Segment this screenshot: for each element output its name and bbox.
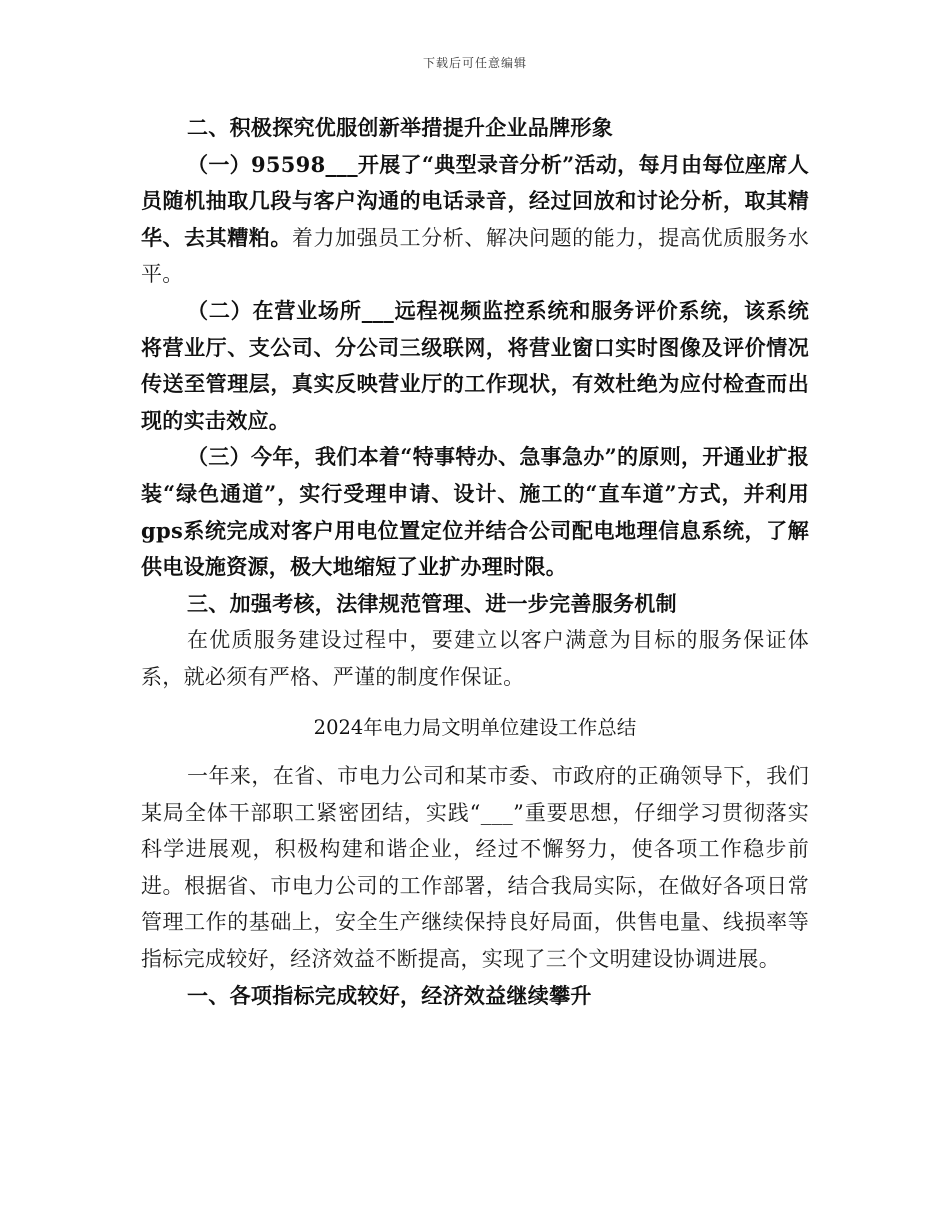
header-note: 下载后可任意编辑	[422, 56, 527, 70]
section-2-item-1	[141, 147, 809, 293]
section-2-item-3: （三）今年，我们本着“特事特办、急事急办”的原则，开通业扩报装“绿色通道”，实行受理申请、设计、施工的“直车道”方式，并利用gps系统完成对客户用电位置定位并结合公司配电地理信息系统，了解供电设施资源，极大地缩短了业扩办理时限。	[141, 444, 809, 580]
section-3-body: 在优质服务建设过程中，要建立以客户满意为目标的服务保证体系，就必须有严格、严谨的制度作保证。	[141, 628, 809, 689]
section-2-heading: 二、积极探究优服创新举措提升企业品牌形象	[187, 115, 613, 140]
section-2-item-1-normal: 着力加强员工分析、解决问题的能力，提高优质服务水平。	[141, 225, 809, 287]
section-2-item-1-bold: （一）95598___开展了“典型录音分析”活动，每月由每位座席人员随机抽取几段与客户沟通的电话录音，经过回放和讨论分析，取其精华、去其糟粕。	[141, 151, 809, 250]
section-2-item-2: （二）在营业场所___远程视频监控系统和服务评价系统，该系统将营业厅、支公司、分公司三级联网，将营业窗口实时图像及评价情况传送至管理层，真实反映营业厅的工作现状，有效杜绝为应付检查而出现的实击效应。	[141, 297, 809, 433]
document-2-intro: 一年来，在省、市电力公司和某市委、市政府的正确领导下，我们某局全体干部职工紧密团结，实践“___”重要思想，仔细学习贯彻落实科学进展观，积极构建和谐企业，经过不懈努力，使各项工作稳步前进。根据省、市电力公司的工作部署，结合我局实际，在做好各项日常管理工作的基础上，安全生产继续保持良好局面，供售电量、线损率等指标完成较好，经济效益不断提高，实现了三个文明建设协调进展。	[141, 764, 809, 972]
section-3-heading: 三、加强考核，法律规范管理、进一步完善服务机制	[187, 590, 677, 616]
document-2-title: 2024年电力局文明单位建设工作总结	[313, 715, 637, 739]
document-2-heading-1: 一、各项指标完成较好，经济效益继续攀升	[187, 982, 592, 1008]
document-body	[141, 110, 809, 1014]
